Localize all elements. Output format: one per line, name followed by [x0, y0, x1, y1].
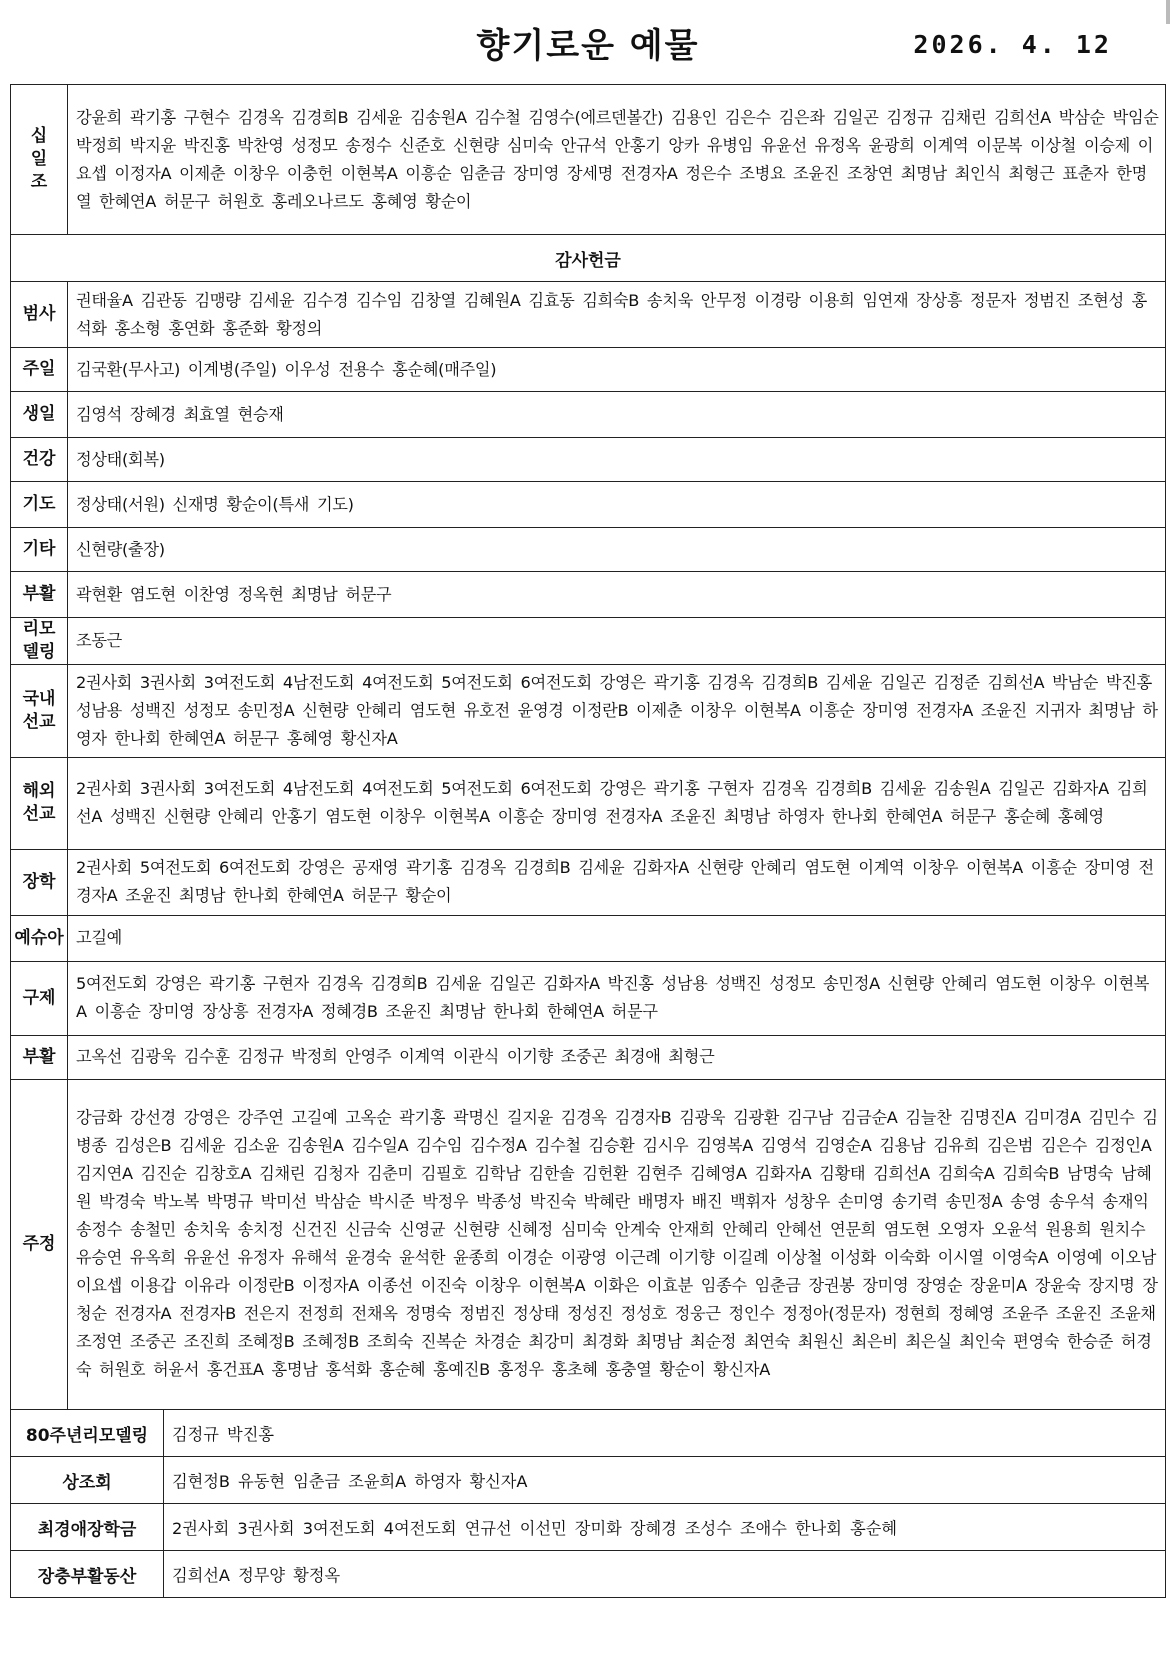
row-jujeong — [11, 1079, 1166, 1409]
section-title: 감사헌금 — [11, 235, 1166, 282]
row-label: 80주년리모델링 — [11, 1410, 164, 1457]
row-names: 김희선A 정무양 황정옥 — [164, 1551, 1166, 1598]
row-remodel — [11, 618, 1166, 665]
row-names: 김현정B 유동현 임춘금 조윤희A 하영자 황신자A — [164, 1457, 1166, 1504]
special-offering-table — [10, 1409, 1166, 1598]
row-names: 강금화 강선경 강영은 강주연 고길예 고옥순 곽기홍 곽명신 길지윤 김경옥 김경자B 김광욱 김광환 김구남 김금순A 김늘찬 김명진A 김미경A 김민수 김병종 김성은B 김세윤 김소윤 김송원A 김수일A 김수임 김수정A 김수철 김승환 김시우 김영복A 김영석 김영순A 김용남 김유희 김은범 김은수 김정인A 김지연A 김진순 김창호A 김채린 김청자 김춘미 김필호 김학남 김한솔 김헌환 김현주 김혜영A 김화자A 김황태 김희선A 김희숙A 김희숙B 남명숙 남혜원 박경숙 박노복 박명규 박미선 박삼순 박시준 박정우 박종성 박진숙 박혜란 배명자 배진 백휘자 성창우 손미영 송기력 송민정A 송영 송우석 송재익 송정수 송철민 송치욱 송치정 신건진 신금숙 신영균 신현량 신혜정 심미숙 안계숙 안재희 안혜리 안혜선 연문희 염도현 오영자 오윤석 원용희 원치수 유승연 유옥희 유윤선 유정자 유해석 윤경숙 윤석한 윤종희 이경순 이광영 이근례 이기향 이길례 이상철 이성화 이숙화 이시열 이영숙A 이영예 이오남 이요셉 이용갑 이유라 이정란B 이정자A 이종선 이진숙 이창우 이현복A 이화은 이효분 임종수 임춘금 장권봉 장미영 장영순 장윤미A 장윤숙 장지명 장청순 전경자A 전경자B 전은지 전정희 전채옥 정명숙 정범진 정상태 정성진 정성호 정웅근 정인수 정정아(정문자) 정현희 정혜영 조윤주 조윤진 조윤채 조정연 조중곤 조진희 조혜정B 조혜정B 조희숙 진복순 차경순 최강미 최경화 최명남 최순정 최연숙 최원신 최은비 최은실 최인숙 편영숙 한승준 허경숙 허원호 허윤서 홍건표A 홍명남 홍석화 홍순혜 홍예진B 홍정우 홍초혜 홍충열 황순이 황신자A — [68, 1079, 1166, 1409]
row-names: 권태율A 김관동 김맹량 김세윤 김수경 김수임 김창열 김혜원A 김효동 김희숙B 송치욱 안무정 이경랑 이용희 임연재 장상흥 정문자 정범진 조현성 홍석화 홍소형 홍연화 홍준화 황정의 — [68, 282, 1166, 348]
offering-table — [10, 84, 1166, 1410]
row-saengil — [11, 392, 1166, 438]
row-names: 김영석 장혜경 최효열 현승재 — [68, 392, 1166, 438]
footer-row — [11, 1457, 1166, 1504]
row-names: 2권사회 5여전도회 6여전도회 강영은 공재영 곽기홍 김경옥 김경희B 김세윤 김화자A 신현량 안혜리 염도현 이계역 이창우 이현복A 이흥순 장미영 전경자A 조윤진 최명남 한나회 한혜연A 허문구 황순이 — [68, 849, 1166, 915]
row-label: 부활 — [11, 1035, 68, 1079]
row-label: 십 일 조 — [11, 85, 68, 235]
row-label: 주정 — [11, 1079, 68, 1409]
row-label: 국내 선교 — [11, 664, 68, 757]
row-label: 해외 선교 — [11, 757, 68, 849]
row-sipiljo — [11, 85, 1166, 235]
row-names: 고옥선 김광욱 김수훈 김정규 박정희 안영주 이계역 이관식 이기향 조중곤 최경애 최형근 — [68, 1035, 1166, 1079]
row-beomsa — [11, 282, 1166, 348]
page-title: 향기로운 예물 — [476, 26, 700, 66]
row-gungnae — [11, 664, 1166, 757]
row-label: 최경애장학금 — [11, 1504, 164, 1551]
row-names: 김국환(무사고) 이계병(주일) 이우성 전용수 홍순혜(매주일) — [68, 348, 1166, 392]
row-buhwal — [11, 572, 1166, 618]
row-yesua — [11, 915, 1166, 961]
row-names: 곽현환 염도현 이찬영 정옥현 최명남 허문구 — [68, 572, 1166, 618]
row-label: 생일 — [11, 392, 68, 438]
page-header — [0, 10, 1176, 82]
row-label: 장학 — [11, 849, 68, 915]
row-juil — [11, 348, 1166, 392]
row-names: 고길예 — [68, 915, 1166, 961]
row-label: 상조회 — [11, 1457, 164, 1504]
row-haeoe — [11, 757, 1166, 849]
row-janghak — [11, 849, 1166, 915]
footer-row — [11, 1504, 1166, 1551]
row-label: 건강 — [11, 438, 68, 482]
row-label: 기타 — [11, 528, 68, 572]
row-names: 2권사회 3권사회 3여전도회 4남전도회 4여전도회 5여전도회 6여전도회 강영은 곽기홍 김경옥 김경희B 김세윤 김일곤 김정준 김희선A 박남순 박진홍 성남용 성백진 성정모 송민정A 신현량 안혜리 염도현 유호전 윤영경 이정란B 이제춘 이창우 이현복A 이흥순 장미영 전경자A 조윤진 지귀자 최명남 하영자 한나회 한혜연A 허문구 홍혜영 황신자A — [68, 664, 1166, 757]
footer-row — [11, 1410, 1166, 1457]
row-label: 기도 — [11, 482, 68, 528]
row-buhwal-2 — [11, 1035, 1166, 1079]
row-label: 구제 — [11, 961, 68, 1035]
row-names: 강윤희 곽기홍 구현수 김경옥 김경희B 김세윤 김송원A 김수철 김영수(에르덴볼간) 김용인 김은수 김은좌 김일곤 김정규 김채린 김희선A 박삼순 박임순 박정희 박지윤 박진홍 박찬영 성정모 송정수 신준호 신현량 심미숙 안규석 안홍기 앙카 유병임 유윤선 유정옥 윤광희 이계역 이문복 이상철 이승제 이요셉 이정자A 이제춘 이창우 이충헌 이현복A 이흥순 임춘금 장미영 장세명 전경자A 정은수 조병요 조윤진 조창연 최명남 최인식 최형근 표춘자 한명열 한혜연A 허문구 허원호 홍레오나르도 홍혜영 황순이 — [68, 85, 1166, 235]
page-date: 2026. 4. 12 — [913, 30, 1112, 59]
row-label: 장충부활동산 — [11, 1551, 164, 1598]
row-guje — [11, 961, 1166, 1035]
row-label: 예슈아 — [11, 915, 68, 961]
row-label: 주일 — [11, 348, 68, 392]
row-names: 5여전도회 강영은 곽기홍 구현자 김경옥 김경희B 김세윤 김일곤 김화자A 박진홍 성남용 성백진 성정모 송민정A 신현량 안혜리 염도현 이창우 이현복A 이흥순 장미영 장상흥 전경자A 정혜경B 조윤진 최명남 한나회 한혜연A 허문구 — [68, 961, 1166, 1035]
row-names: 정상태(서원) 신재명 황순이(특새 기도) — [68, 482, 1166, 528]
row-names: 정상태(회복) — [68, 438, 1166, 482]
scrollbar-thumb[interactable] — [1166, 0, 1170, 24]
row-names: 2권사회 3권사회 3여전도회 4남전도회 4여전도회 5여전도회 6여전도회 강영은 곽기홍 구현자 김경옥 김경희B 김세윤 김송원A 김일곤 김화자A 김희선A 성백진 신현량 안혜리 안홍기 염도현 이창우 이현복A 이흥순 장미영 전경자A 조윤진 최명남 하영자 한나회 한혜연A 허문구 홍순혜 홍혜영 — [68, 757, 1166, 849]
row-names: 신현량(출장) — [68, 528, 1166, 572]
row-gido — [11, 482, 1166, 528]
row-label: 리모 델링 — [11, 618, 68, 665]
row-geongang — [11, 438, 1166, 482]
row-names: 2권사회 3권사회 3여전도회 4여전도회 연규선 이선민 장미화 장혜경 조성수 조애수 한나회 홍순혜 — [164, 1504, 1166, 1551]
row-names: 김정규 박진홍 — [164, 1410, 1166, 1457]
row-label: 범사 — [11, 282, 68, 348]
row-gita — [11, 528, 1166, 572]
footer-row — [11, 1551, 1166, 1598]
row-label: 부활 — [11, 572, 68, 618]
row-names: 조동근 — [68, 618, 1166, 665]
section-gamsa — [11, 235, 1166, 282]
